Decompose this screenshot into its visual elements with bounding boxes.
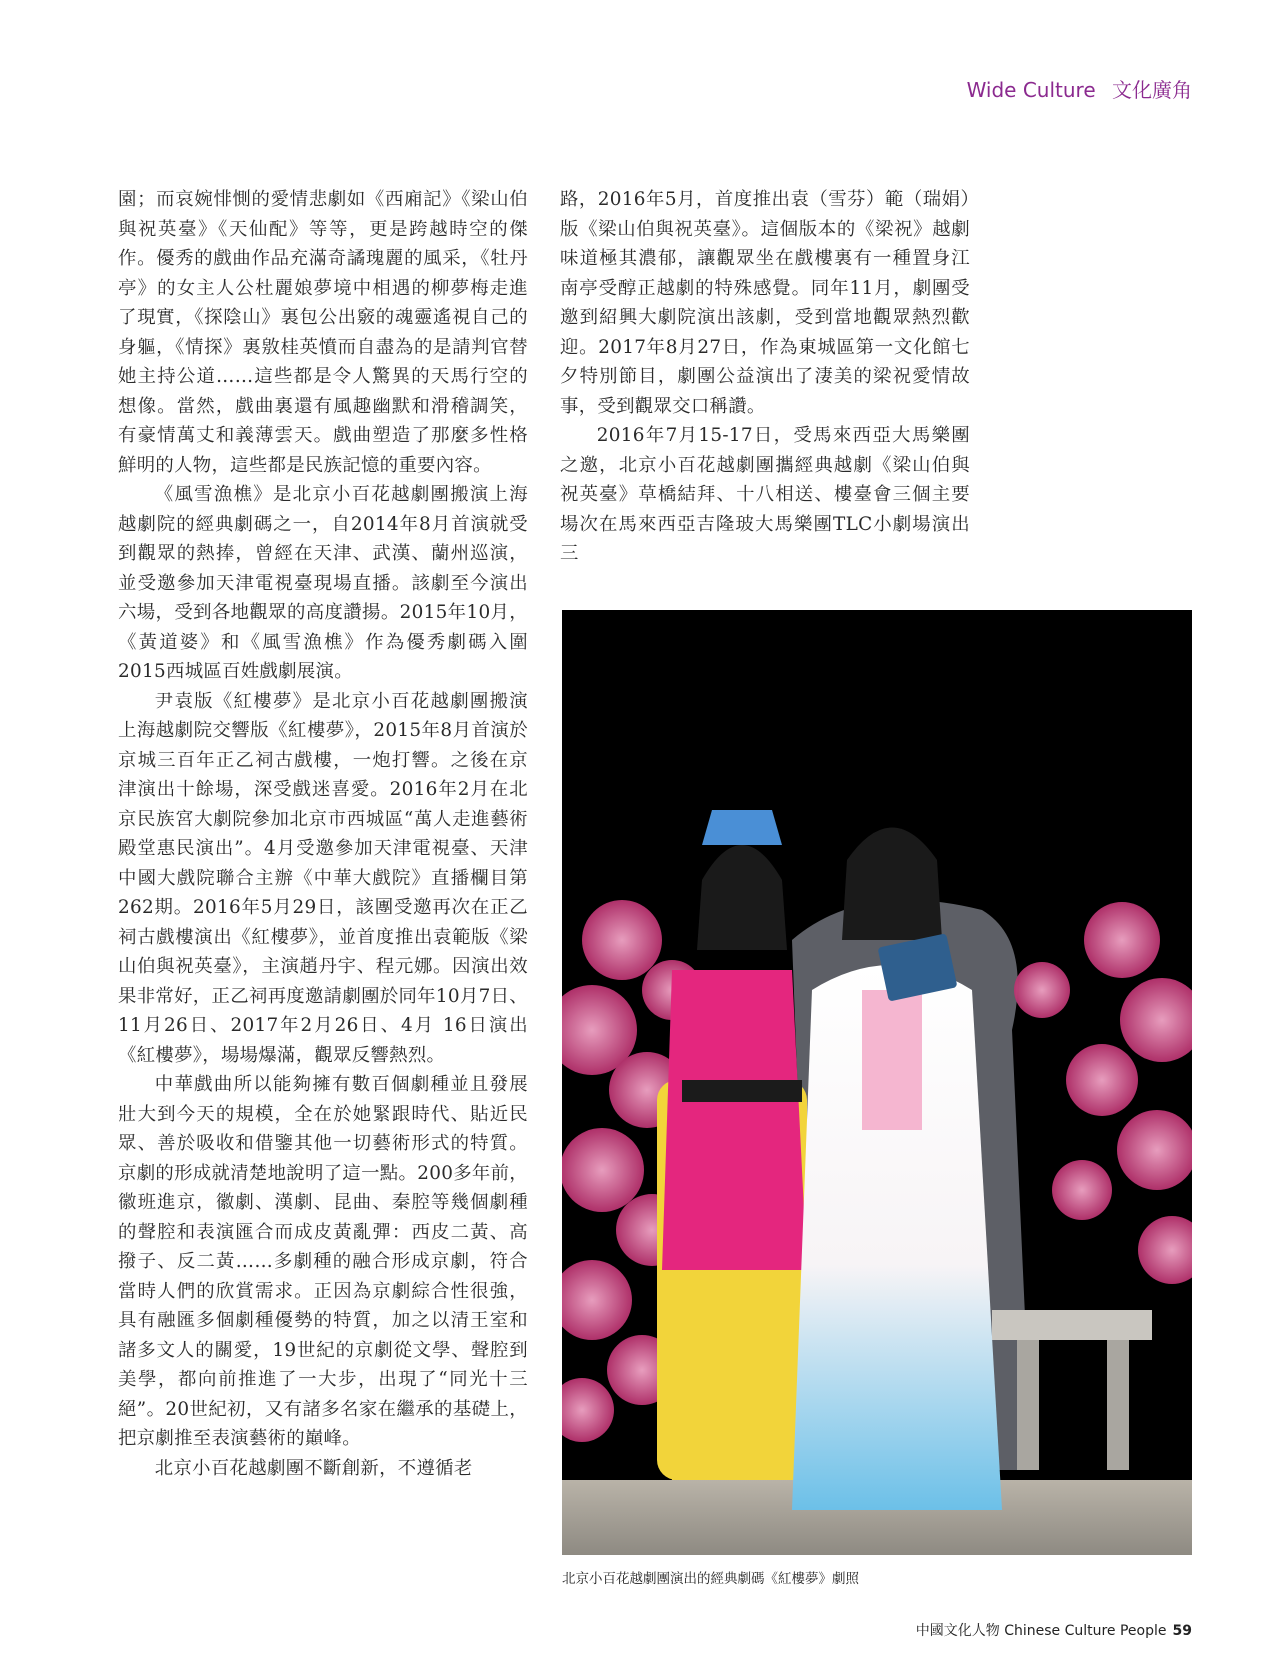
paragraph: 園；而哀婉悱惻的愛情悲劇如《西廂記》《梁山伯與祝英臺》《天仙配》等等，更是跨越時空的傑作。優秀的戲曲作品充滿奇譎瑰麗的風采，《牡丹亭》的女主人公杜麗娘夢境中相遇的柳夢梅走進了現實，《探陰山》裏包公出竅的魂靈遙視自己的身軀，《情探》裏敫桂英憤而自盡為的是請判官替她主持公道……這些都是令人驚異的天馬行空的想像。當然，戲曲裏還有風趣幽默和滑稽調笑，有豪情萬丈和義薄雲天。戲曲塑造了那麼多性格鮮明的人物，這些都是民族記憶的重要內容。	[118, 189, 528, 476]
stage-photo	[562, 610, 1192, 1555]
right-text-column	[560, 185, 970, 564]
paragraph: 路，2016年5月，首度推出袁（雪芬）範（瑞娟）版《梁山伯與祝英臺》。這個版本的《梁祝》越劇味道極其濃郁，讓觀眾坐在戲樓裏有一種置身江南亭受醇正越劇的特殊感覺。同年11月，劇團受邀到紹興大劇院演出該劇，受到當地觀眾熱烈歡迎。2017年8月27日，作為東城區第一文化館七夕特別節目，劇團公益演出了淒美的梁祝愛情故事，受到觀眾交口稱讚。	[560, 189, 970, 417]
paragraph: 中華戲曲所以能夠擁有數百個劇種並且發展壯大到今天的規模，全在於她緊跟時代、貼近民眾、善於吸收和借鑒其他一切藝術形式的特質。京劇的形成就清楚地說明了這一點。200多年前，徽班進京，徽劇、漢劇、昆曲、秦腔等幾個劇種的聲腔和表演匯合而成皮黃亂彈：西皮二黃、高撥子、反二黃……多劇種的融合形成京劇，符合當時人們的欣賞需求。正因為京劇綜合性很強，具有融匯多個劇種優勢的特質，加之以清王室和諸多文人的關愛，19世紀的京劇從文學、聲腔到美學，都向前推進了一大步，出現了“同光十三絕”。20世紀初，又有諸多名家在繼承的基礎上，把京劇推至表演藝術的巔峰。	[118, 1074, 528, 1449]
photo-caption: 北京小百花越劇團演出的經典劇碼《紅樓夢》劇照	[562, 1571, 859, 1587]
paragraph: 北京小百花越劇團不斷創新，不遵循老	[154, 1457, 473, 1479]
publication-name: 中國文化人物 Chinese Culture People	[915, 1623, 1167, 1639]
section-header	[967, 74, 1192, 103]
section-title-zh: 文化廣角	[1112, 78, 1192, 102]
left-text-column	[118, 185, 528, 1585]
paragraph: 2016年7月15-17日，受馬來西亞大馬樂團之邀，北京小百花越劇團攜經典越劇《梁山伯與祝英臺》草橋結拜、十八相送、樓臺會三個主要場次在馬來西亞吉隆玻大馬樂團TLC小劇場演出三	[560, 425, 970, 564]
page-number: 59	[1172, 1623, 1192, 1639]
section-title-en: Wide Culture	[966, 78, 1096, 102]
paragraph: 尹袁版《紅樓夢》是北京小百花越劇團搬演上海越劇院交響版《紅樓夢》，2015年8月首演於京城三百年正乙祠古戲樓，一炮打響。之後在京津演出十餘場，深受戲迷喜愛。2016年2月在北京民族宮大劇院參加北京市西城區“萬人走進藝術殿堂惠民演出”。4月受邀參加天津電視臺、天津中國大戲院聯合主辦《中華大戲院》直播欄目第262期。2016年5月29日，該團受邀再次在正乙祠古戲樓演出《紅樓夢》，並首度推出袁範版《梁山伯與祝英臺》，主演趙丹宇、程元娜。因演出效果非常好，正乙祠再度邀請劇團於同年10月7日、11月26日、2017年2月26日、4月 16日演出《紅樓夢》，場場爆滿，觀眾反響熱烈。	[118, 690, 528, 1066]
paragraph: 《風雪漁樵》是北京小百花越劇團搬演上海越劇院的經典劇碼之一，自2014年8月首演就受到觀眾的熱捧，曾經在天津、武漢、蘭州巡演，並受邀參加天津電視臺現場直播。該劇至今演出六場，受到各地觀眾的高度讚揚。2015年10月，《黃道婆》和《風雪漁樵》作為優秀劇碼入圍2015西城區百姓戲劇展演。	[118, 484, 528, 682]
page-footer	[916, 1620, 1192, 1640]
stage-photo-illustration	[562, 610, 1192, 1555]
